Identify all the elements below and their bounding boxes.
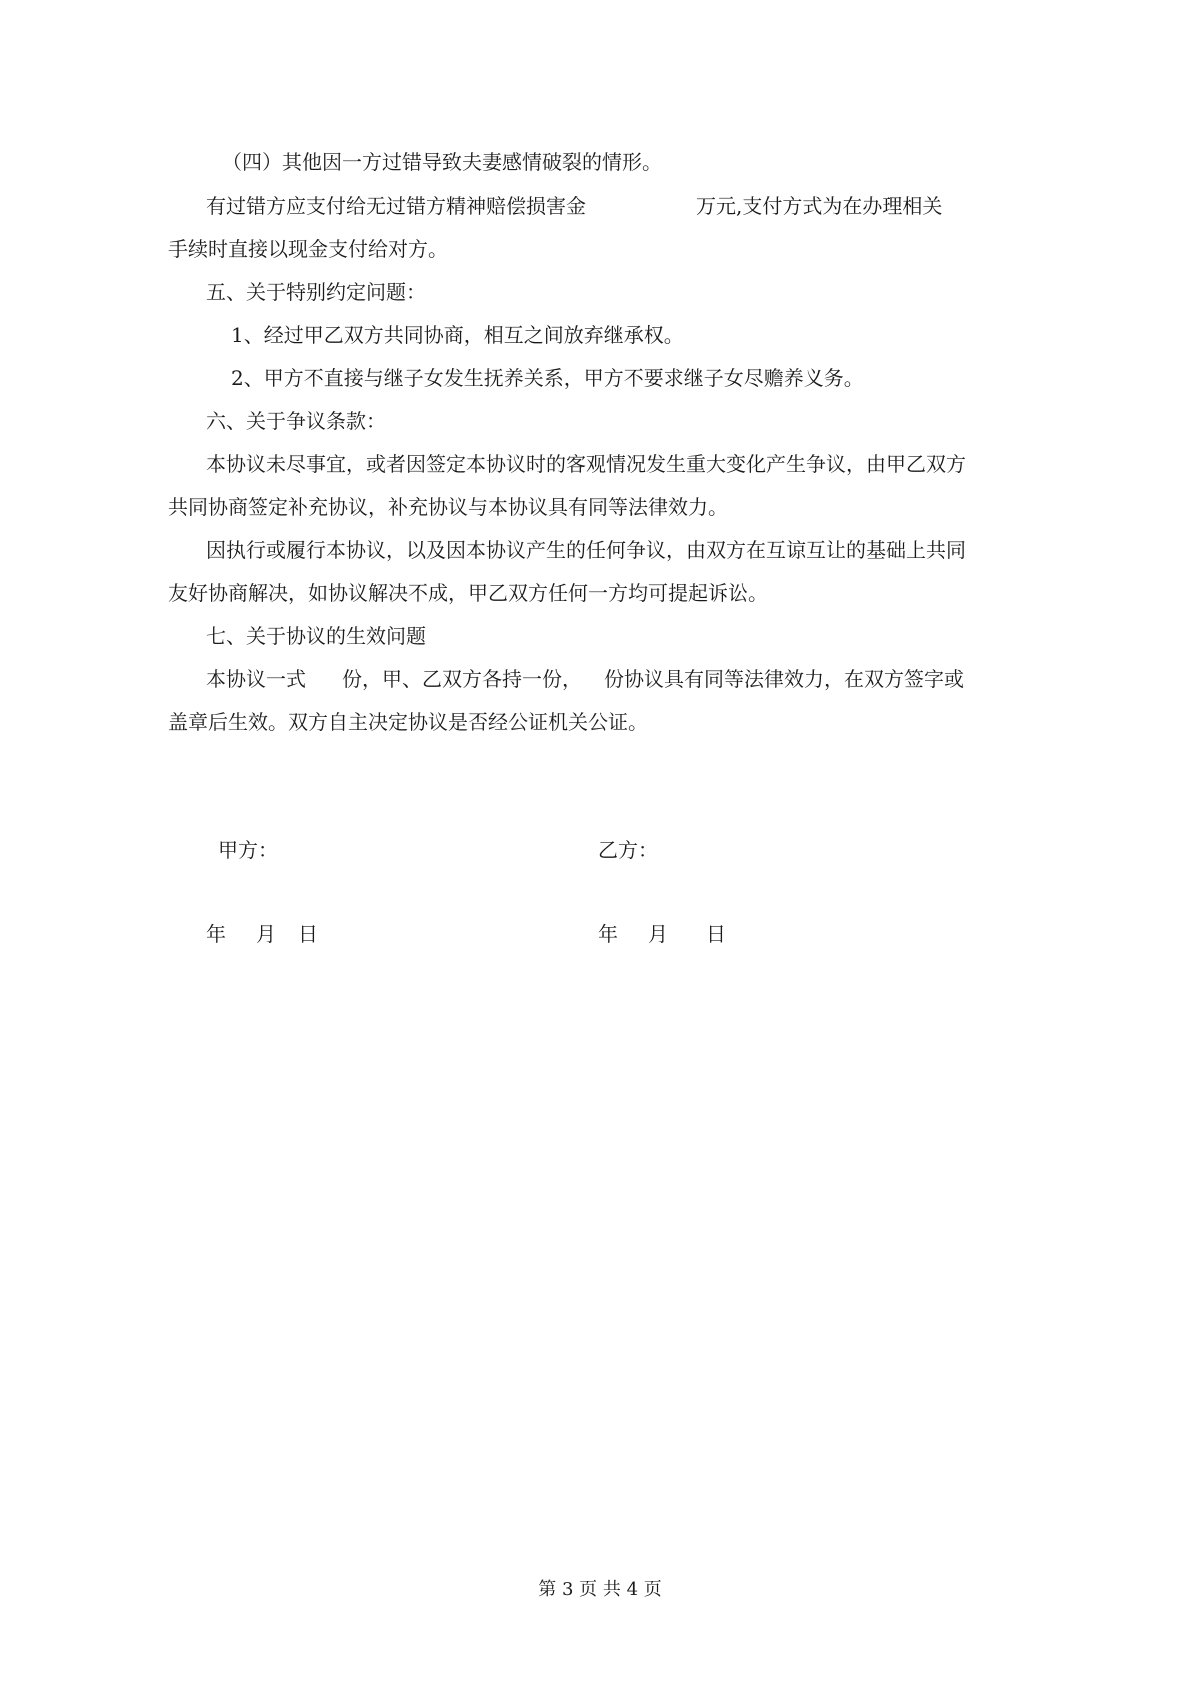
section5-heading: 五、关于特别约定问题：: [206, 280, 426, 304]
compensation-line: [206, 194, 942, 218]
compensation-cont-line: 手续时直接以现金支付给对方。: [168, 237, 448, 261]
party-a-day: 日: [298, 922, 318, 946]
party-b-day: 日: [706, 922, 726, 946]
section7-part2: 份，甲、乙双方各持一份，: [342, 667, 582, 691]
section6-heading: 六、关于争议条款：: [206, 409, 386, 433]
party-b-month: 月: [648, 922, 668, 946]
section7-part1: 本协议一式: [206, 667, 306, 691]
page-number: 第 3 页 共 4 页: [538, 1579, 662, 1600]
section5-item2: 2、甲方不直接与继子女发生抚养关系，甲方不要求继子女尽赡养义务。: [231, 366, 864, 390]
compensation-prefix: 有过错方应支付给无过错方精神赔偿损害金: [206, 194, 586, 218]
section7-part3: 份协议具有同等法律效力，在双方签字或: [604, 667, 964, 691]
section7-p1-line2: 盖章后生效。双方自主决定协议是否经公证机关公证。: [168, 710, 648, 734]
section6-p2-line1: 因执行或履行本协议，以及因本协议产生的任何争议，由双方在互谅互让的基础上共同: [206, 538, 966, 562]
section5-item1: 1、经过甲乙双方共同协商，相互之间放弃继承权。: [231, 323, 684, 347]
party-a-year: 年: [206, 922, 226, 946]
party-a-month: 月: [256, 922, 276, 946]
item4-line: （四）其他因一方过错导致夫妻感情破裂的情形。: [222, 150, 662, 174]
section7-p1-line1: [206, 667, 964, 691]
party-a-label: 甲方：: [218, 838, 278, 862]
compensation-suffix: 万元,支付方式为在办理相关: [696, 194, 943, 218]
party-b-label: 乙方：: [598, 838, 658, 862]
party-b-date: [598, 922, 726, 946]
section7-heading: 七、关于协议的生效问题: [206, 624, 426, 648]
section6-p1-line1: 本协议未尽事宜，或者因签定本协议时的客观情况发生重大变化产生争议，由甲乙双方: [206, 452, 966, 476]
party-a-date: [206, 922, 318, 946]
section6-p2-line2: 友好协商解决，如协议解决不成，甲乙双方任何一方均可提起诉讼。: [168, 581, 768, 605]
section6-p1-line2: 共同协商签定补充协议，补充协议与本协议具有同等法律效力。: [168, 495, 728, 519]
party-b-year: 年: [598, 922, 618, 946]
